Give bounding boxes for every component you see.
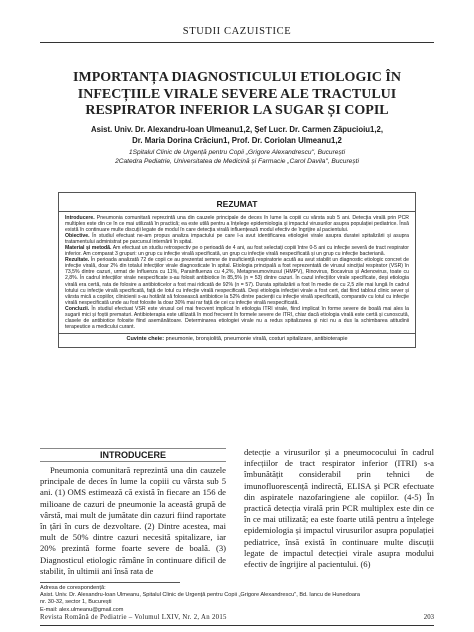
correspondence-email: E-mail: alex.ulmeanu@gmail.com xyxy=(40,606,124,613)
abstract-body xyxy=(65,215,409,330)
correspondence-divider xyxy=(40,582,180,583)
body-column-right xyxy=(244,447,434,570)
abstract-mat-text: Am efectuat un studiu retrospectiv pe o perioadă de 4 ani, au fost selectați copiii între 0-5 ani cu infecție severă de tract respirator inferior. Am comparat 3 grupuri: un grup cu infecție virală specificată, un grup cu infecție virală nespecificată și un grup cu infecție bacteriană. xyxy=(65,245,409,258)
abstract-conc-label: Concluzii. xyxy=(65,305,90,312)
affiliation-1: 1Spitalul Clinic de Urgență pentru Copii „Grigore Alexandrescu", București xyxy=(128,149,346,156)
correspondence-label: Adresa de corespondență: xyxy=(40,585,106,591)
abstract-res-label: Rezultate. xyxy=(65,257,90,264)
abstract-methods xyxy=(65,245,409,257)
author-line-1: Asist. Univ. Dr. Alexandru-Ioan Ulmeanu1,2, Șef Lucr. Dr. Carmen Zăpucioiu1,2, xyxy=(90,125,384,134)
page-number: 203 xyxy=(423,614,434,621)
footer-divider xyxy=(40,625,434,626)
abstract-intro-label: Introducere. xyxy=(65,215,95,221)
body-column-left xyxy=(40,465,226,577)
section-header: STUDII CAZUISTICE xyxy=(182,26,292,37)
footer-journal: Revista Română de Pediatrie – Volumul LXIV, Nr. 2, An 2015 xyxy=(40,614,227,621)
abstract-introduction xyxy=(65,215,409,233)
introduction-heading: INTRODUCERE xyxy=(40,448,226,462)
keywords xyxy=(59,333,415,343)
affiliations xyxy=(40,149,434,166)
keywords-text: pneumonie, bronșiolită, pneumonie virală, costuri spitalizare, antibioterapie xyxy=(165,335,348,342)
abstract-res-text: În perioada analizată 72 de copii ce au prezentat semne de insuficiență respiratorie acută au avut stabilit un diagnostic etiologic concret de infecție virală, doar 2% din totalul infecțiilor virale diagnosticate în spital. Etiologia principală a fost reprezentată de virusul sincițial respirator (VSR) în 73,5% dintre cazuri, urmat de Influenza cu 11%, Parainfluenza cu 4,2%, Metapneumovirusul (HMPV), Rinovirus, Bocavirus și Adenovirus, toate cu 2,8%. În cadrul infecțiilor virale nespecificate s-au folosit antibiotice în 85,5% (n = 53) dintre cazuri. În cazul infecțiilor virale specificate, deși etiologia virală era certă, rata de folosire a antibioticelor a fost mai ridicată de 92% (n = 57). Durata spitalizării a fost în medie de cu 2,5 zile mai lungă în cadrul lotului cu infecție virală specificată, față de lotul cu infecție virală nespecificată. Deși etiologia infecției virale a fost cert, dat fiind tabloul clinic sever și vârsta mică a copiilor, clinicienii s-au hotărât să folosească antibiotice la 52% dintre pacienții cu infecție virală specificată, comparativ cu lotul cu infecție virală nespecificată unde au fost folosite la doar 30% mai rar față de cei cu infecție virală nespecificată. xyxy=(65,257,409,306)
abstract-obj-text: În studiul efectuat ne-am propus analiza impactului pe care l-a avut identificarea etiologiei virale asupra duratei spitalizării și asupra tratamentului administrat pe parcursul internării în spital. xyxy=(65,233,409,246)
correspondence xyxy=(40,585,434,614)
correspondence-line-2: nr. 30-32, sector 1, București xyxy=(40,599,112,606)
correspondence-line-1: Asist. Univ. Dr. Alexandru-Ioan Ulmeanu, Spitalul Clinic de Urgență pentru Copii „Grigore Alexandrescu", Bd. Iancu de Hunedoara xyxy=(40,592,360,599)
abstract-heading: REZUMAT xyxy=(59,193,415,212)
abstract-mat-label: Material și metodă. xyxy=(65,245,112,252)
article-title: IMPORTANȚA DIAGNOSTICULUI ETIOLOGIC ÎN INFECȚIILE VIRALE SEVERE ALE TRACTULUI RESPIRATOR INFERIOR LA SUGAR ȘI COPIL xyxy=(73,70,401,118)
abstract-intro-text: Pneumonia comunitară reprezintă una din cauzele principale de deces în lume la copiii cu vârsta sub 5 ani. Detecția virală prin PCR multiplex este din ce în ce mai utilizată în practică; ea este utilă pentru a înțelege epidemiologia și impactul virusurilor asupra populației pediatrice. Însă există în continuare multe discuții legate de modul în care detecția virală influențează modul efectiv de îngrijire al pacientului. xyxy=(65,215,409,234)
abstract-obj-label: Obiective. xyxy=(65,233,90,240)
abstract-objectives xyxy=(65,233,409,245)
abstract-conclusions xyxy=(65,306,409,330)
header-divider xyxy=(40,42,434,43)
affiliation-2: 2Catedra Pediatrie, Universitatea de Medicină și Farmacie „Carol Davila", București xyxy=(115,157,359,165)
keywords-label: Cuvinte cheie: xyxy=(126,335,165,342)
abstract-conc-text: În studiul efectuat VSR este virusul cel mai frecvent implicat în etiologia ITRI virale, fiind implicat în forme severe de boală mai ales la sugarii mici și foștii prematuri. Antibioterapia este utilizată în mod frecvent în formele severe de ITRI, chiar dacă etiologia virală este certă și cunoscută, clasele de antibiotice folosite fiind asemănătoare. Determinarea etiologiei virale nu a redus spitalizarea și nici nu a dus la schimbarea atitudinii terapeutice a medicului curant. xyxy=(65,305,409,330)
body-paragraph-right: detecție a virusurilor și a pneumococului în cadrul infecțiilor de tract respirator inferior (ITRI) s-a îmbunătățit considerabil prin tehnici de imunofluorescență indirectă, ELISA și PCR efectuate din aspiratele nazofaringiene ale copiilor. (4-5) În practică detecția virală prin PCR multiplex este din ce în ce mai utilizată; ea este foarte utilă pentru a înțelege epidemiologia și impactul virusurilor asupra populației pediatrice, însă există în continuare multe discuții legate de impactul detecției virale asupra modului efectiv de îngrijire al pacientului. (6) xyxy=(244,447,434,570)
abstract-box xyxy=(58,192,416,348)
abstract-results xyxy=(65,257,409,305)
body-paragraph-left: Pneumonia comunitară reprezintă una din cauzele principale de deces în lume la copiii cu vârsta sub 5 ani. (1) OMS estimează că există în fiecare an 156 de milioane de cazuri de pneumonie la această grupă de vârstă, mai mult de jumătate din cazuri fiind raportate în țări în curs de dezvoltare. (2) Dintre acestea, mai mult de 50% dintre cazuri necesită spitalizare, iar 20% prezintă forme foarte severe de boală. (3) Diagnosticul etiologic rămâne în continuare dificil de stabilit, în ultimii ani însă rata de xyxy=(40,465,226,576)
author-line-2: Dr. Maria Dorina Crăciun1, Prof. Dr. Coriolan Ulmeanu1,2 xyxy=(132,136,342,145)
author-list xyxy=(40,124,434,146)
